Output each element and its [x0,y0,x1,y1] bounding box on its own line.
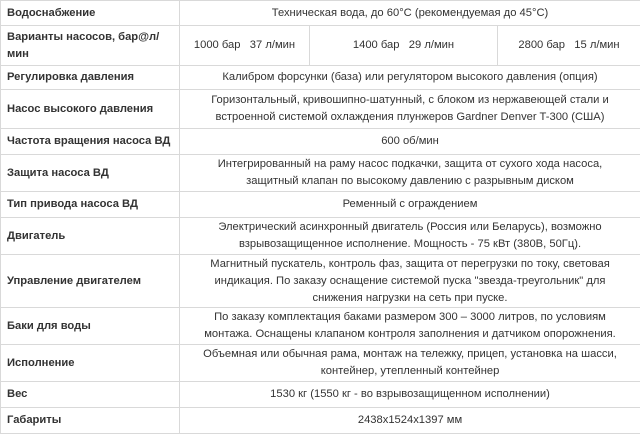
value-line: По заказу комплектация баками размером 300 – 3000 литров, по условиям [214,311,606,323]
table-row [1,66,640,90]
table-row [1,345,640,382]
row-value: 600 об/мин [180,129,640,155]
table-row [1,155,640,192]
table-row [1,382,640,408]
value-line: индикация. По заказу оснащение системой пуска "звезда-треугольник" для [214,274,606,287]
row-value: 1530 кг (1550 кг - во взрывозащищенном исполнении) [180,382,640,408]
row-label: Исполнение [1,345,180,382]
value-line: взрывозащищенное исполнение. Мощность - 75 кВт (380В, 50Гц). [238,238,582,250]
value-line: контейнер, утепленный контейнер [320,365,500,377]
table-row [1,129,640,155]
pump-option-2800: 2800 бар 15 л/мин [498,26,640,66]
pump-option-1400: 1400 бар 29 л/мин [310,26,498,66]
row-value: Ременный с ограждением [180,192,640,218]
row-label: Варианты насосов, бар@л/мин [1,26,180,66]
row-label: Двигатель [1,218,180,255]
value-line: защитный клапан по высокому давлению с разрывным диском [246,175,574,187]
row-label: Вес [1,382,180,408]
table-row [1,192,640,218]
table-row [1,308,640,345]
value-line: Объемная или обычная рама, монтаж на тележку, прицеп, установка на шасси, [203,348,617,360]
value-line: Электрический асинхронный двигатель (Россия или Беларусь), возможно [218,221,602,233]
row-value [180,90,640,129]
table-row [1,255,640,308]
pump-option-1000: 1000 бар 37 л/мин [180,26,310,66]
row-label: Частота вращения насоса ВД [1,129,180,155]
row-label: Баки для воды [1,308,180,345]
row-label: Регулировка давления [1,66,180,90]
row-value: Калибром форсунки (база) или регулятором высокого давления (опция) [180,66,640,90]
value-line: встроенной системой охлаждения плунжеров Gardner Denver T-300 (США) [215,111,605,123]
row-value: Техническая вода, до 60°C (рекомендуемая до 45°C) [180,1,640,26]
value-line: Интегрированный на раму насос подкачки, защита от сухого хода насоса, [217,158,603,170]
value-line: снижения нагрузки на сеть при пуске. [312,291,508,304]
value-line: Горизонтальный, кривошипно-шатунный, с блоком из нержавеющей стали и [211,94,609,106]
table-row [1,1,640,26]
row-label: Водоснабжение [1,1,180,26]
row-value [180,345,640,382]
row-label: Управление двигателем [1,255,180,308]
row-label: Защита насоса ВД [1,155,180,192]
table-row [1,90,640,129]
table-row [1,408,640,434]
row-label: Габариты [1,408,180,434]
row-value [180,218,640,255]
row-value [180,308,640,345]
row-value: 2438х1524х1397 мм [180,408,640,434]
table-row [1,26,640,66]
value-line: Магнитный пускатель, контроль фаз, защита от перегрузки по току, световая [210,257,610,270]
row-value [180,155,640,192]
row-value [180,255,640,308]
table-row [1,218,640,255]
value-line: монтажа. Оснащены клапаном контроля заполнения и датчиком опорожнения. [204,328,616,340]
row-label: Тип привода насоса ВД [1,192,180,218]
row-label: Насос высокого давления [1,90,180,129]
